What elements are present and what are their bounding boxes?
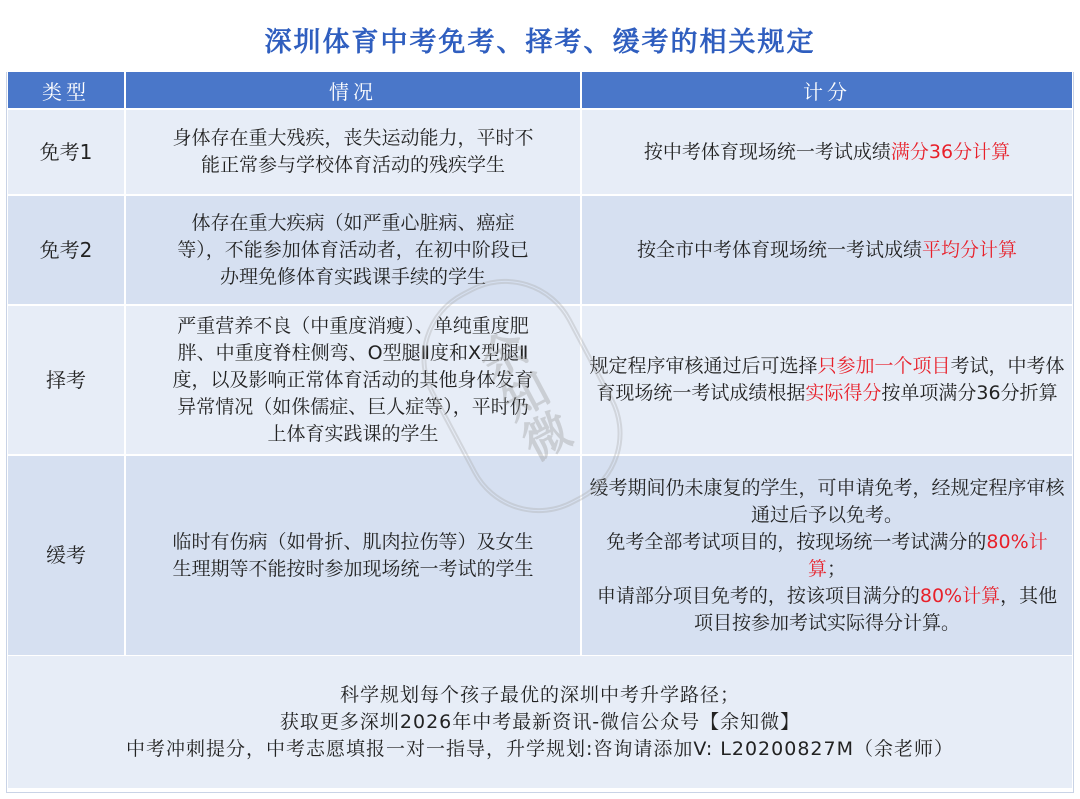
header-score: 计分 — [581, 72, 1072, 109]
row-situation — [125, 109, 581, 195]
row-situation — [125, 455, 581, 655]
score-text: 按单项满分36分折算 — [881, 382, 1058, 404]
row-situation — [125, 305, 581, 455]
situation-line: 异常情况（如侏儒症、巨人症等），平时仍 — [177, 395, 529, 418]
table-row — [8, 455, 1072, 655]
situation-line: 身体存在重大残疾，丧失运动能力，平时不 — [172, 127, 534, 149]
score-highlight: 80%计算 — [807, 530, 1048, 580]
situation-line: 等），不能参加体育活动者，在初中阶段已 — [177, 238, 529, 261]
score-line: 缓考期间仍未康复的学生，可申请免考，经规定程序审核通过后予以免考。 — [589, 476, 1065, 526]
footer-notes — [8, 656, 1072, 788]
header-situation: 情况 — [125, 72, 581, 109]
footer-line: 获取更多深圳2026年中考最新资讯-微信公众号【余知微】 — [279, 710, 801, 733]
score-text: 按中考体育现场统一考试成绩 — [643, 140, 891, 163]
table-row — [8, 305, 1072, 455]
situation-line: 胖、中重度脊柱侧弯、O型腿Ⅱ度和X型腿Ⅱ — [177, 341, 529, 364]
row-type: 免考2 — [8, 195, 125, 305]
rules-table — [8, 72, 1072, 655]
row-type: 缓考 — [8, 455, 125, 655]
situation-line: 体存在重大疾病（如严重心脏病、癌症 — [191, 211, 515, 234]
score-highlight: 实际得分 — [805, 382, 882, 404]
table-row — [8, 195, 1072, 305]
score-highlight: 只参加一个项目 — [817, 355, 951, 377]
score-text: 规定程序审核通过后可选择 — [589, 355, 818, 377]
situation-line: 度，以及影响正常体育活动的其他身体发育 — [172, 368, 534, 391]
score-text: 申请部分项目免考的，按该项目满分的 — [596, 584, 920, 607]
score-line — [588, 583, 1066, 637]
row-score — [581, 455, 1072, 655]
table-row — [8, 109, 1072, 195]
score-line — [588, 529, 1066, 583]
situation-line: 上体育实践课的学生 — [267, 422, 439, 445]
row-type: 免考1 — [8, 109, 125, 195]
page-title: 深圳体育中考免考、择考、缓考的相关规定 — [6, 6, 1074, 72]
row-situation — [125, 195, 581, 305]
score-text: ，其他项目按参加考试实际得分计算。 — [693, 584, 1058, 634]
row-score — [581, 109, 1072, 195]
score-text: 免考全部考试项目的，按现场统一考试满分的 — [606, 530, 987, 553]
row-type: 择考 — [8, 305, 125, 455]
row-score — [581, 305, 1072, 455]
score-text: 考试，中考体育现场统一考试成绩根据 — [596, 355, 1065, 404]
score-text: 按全市中考体育现场统一考试成绩 — [636, 238, 922, 261]
footer-line: 科学规划每个孩子最优的深圳中考升学路径； — [339, 683, 740, 706]
score-highlight: 平均分计算 — [922, 238, 1018, 261]
score-highlight: 满分36分计算 — [890, 140, 1011, 163]
score-text: ； — [827, 557, 847, 580]
score-highlight: 80%计算 — [919, 584, 1001, 607]
watermark-stamp: 余知微 — [395, 252, 649, 539]
situation-line: 临时有伤病（如骨折、肌肉拉伤等）及女生 — [172, 530, 534, 553]
situation-line: 办理免修体育实践课手续的学生 — [219, 265, 486, 288]
footer-line: 中考冲刺提分，中考志愿填报一对一指导，升学规划:咨询请添加V: L20200827M（余老师） — [126, 737, 954, 760]
table-header-row — [8, 72, 1072, 109]
situation-line: 能正常参与学校体育活动的残疾学生 — [200, 154, 505, 176]
situation-line: 生理期等不能按时参加现场统一考试的学生 — [172, 557, 534, 580]
header-type: 类型 — [8, 72, 125, 109]
row-score — [581, 195, 1072, 305]
situation-line: 严重营养不良（中重度消瘦）、单纯重度肥 — [177, 314, 529, 337]
